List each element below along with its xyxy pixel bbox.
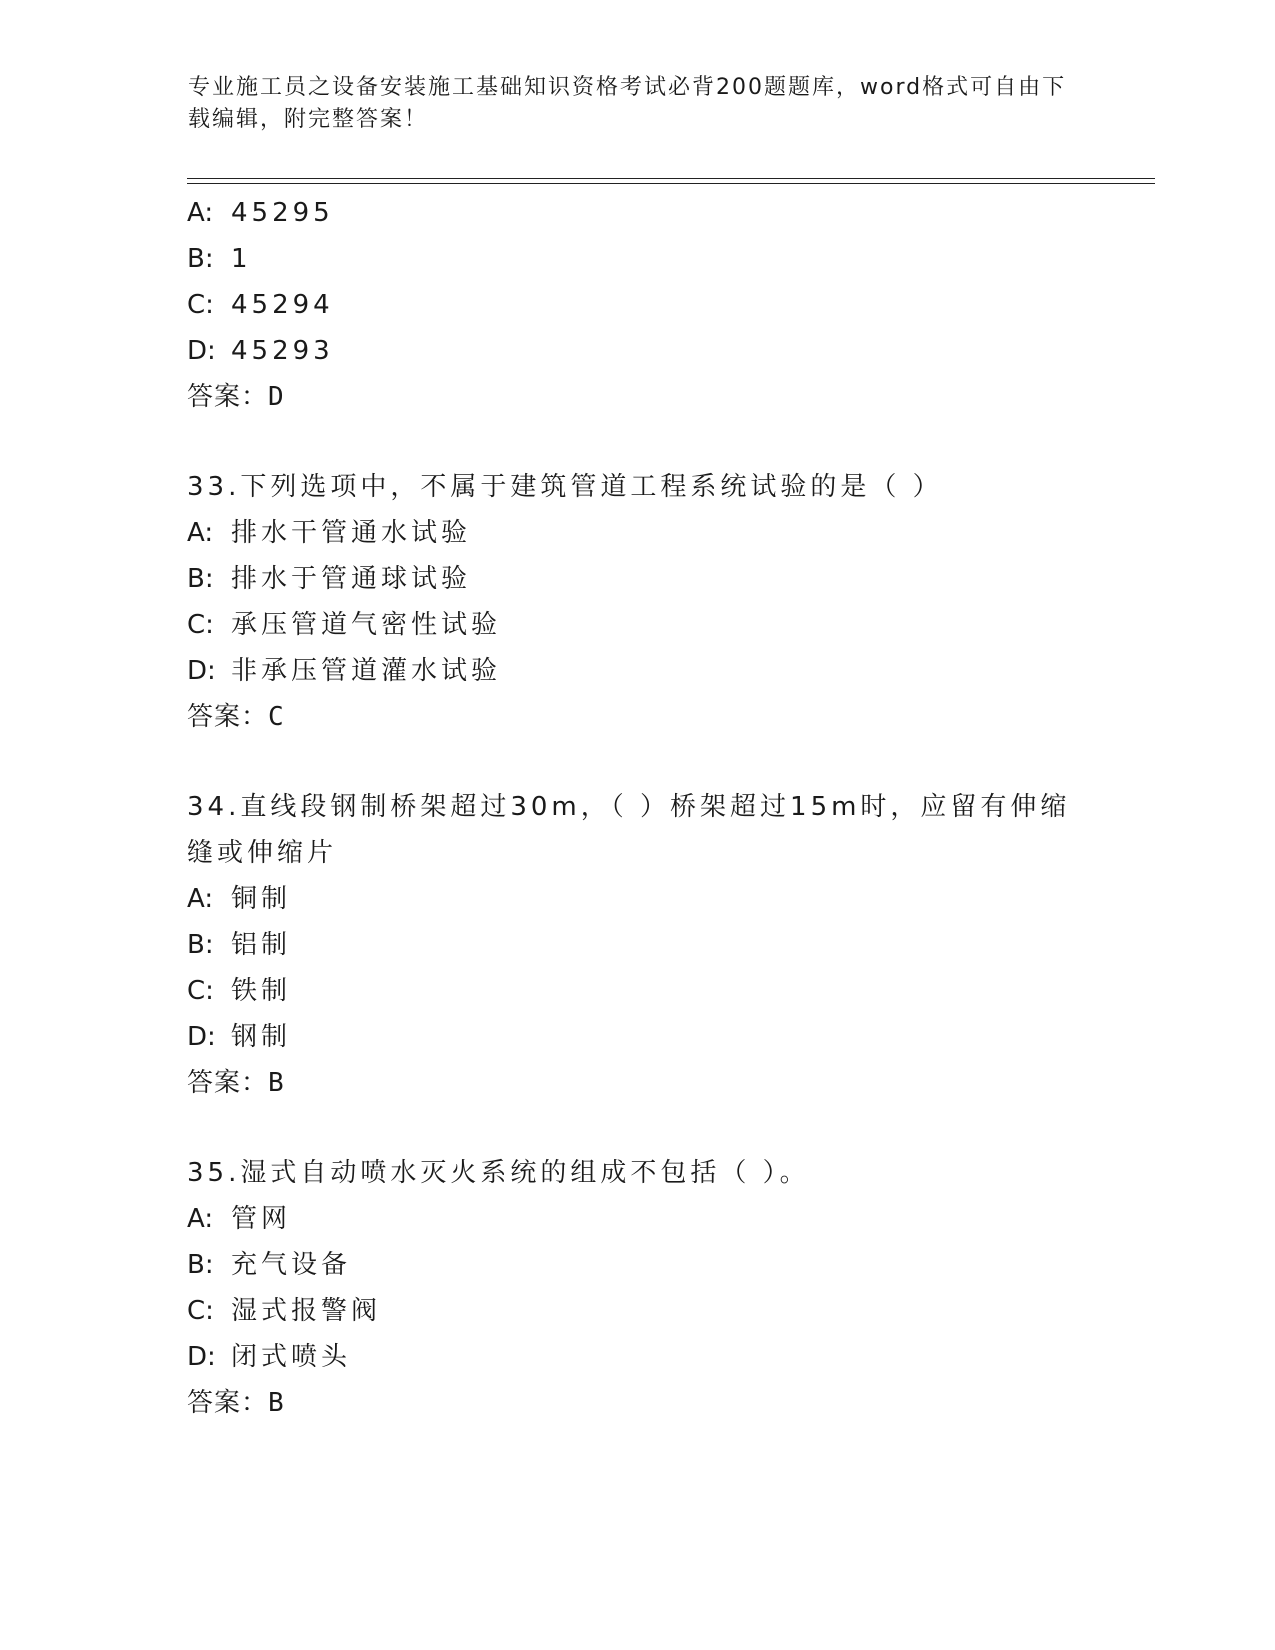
option-text: 1 <box>231 244 252 274</box>
answer-value: C <box>268 702 285 732</box>
option-text: 管网 <box>231 1204 292 1234</box>
option-label: A: <box>187 198 214 228</box>
option-text: 承压管道气密性试验 <box>231 610 502 640</box>
question-32-continued <box>187 190 1107 420</box>
answer-line <box>187 1060 1107 1106</box>
question-33 <box>187 464 1107 740</box>
answer-label: 答案： <box>187 702 269 732</box>
document-header: 专业施工员之设备安装施工基础知识资格考试必背200题题库，word格式可自由下载编辑，附完整答案！ <box>188 75 1067 132</box>
option-label: D: <box>187 656 216 686</box>
option-text: 充气设备 <box>231 1250 352 1280</box>
option-label: C: <box>187 290 214 320</box>
question-34 <box>187 784 1107 1106</box>
option-label: A: <box>187 1204 214 1234</box>
option-label: D: <box>187 336 216 366</box>
answer-value: D <box>268 382 285 412</box>
answer-line <box>187 374 1107 420</box>
option-label: B: <box>187 930 214 960</box>
question-stem: 35.湿式自动喷水灭火系统的组成不包括（ ）。 <box>187 1158 810 1188</box>
option-label: C: <box>187 1296 214 1326</box>
option-c <box>187 968 1107 1014</box>
option-text: 非承压管道灌水试验 <box>231 656 502 686</box>
answer-line <box>187 694 1107 740</box>
question-35 <box>187 1150 1107 1426</box>
option-label: B: <box>187 1250 214 1280</box>
option-text: 钢制 <box>231 1022 292 1052</box>
option-text: 闭式喷头 <box>231 1342 352 1372</box>
option-label: D: <box>187 1342 216 1372</box>
document-body <box>187 190 1107 1426</box>
option-label: B: <box>187 564 214 594</box>
option-a <box>187 876 1107 922</box>
option-b <box>187 556 1107 602</box>
answer-value: B <box>268 1388 285 1418</box>
option-label: A: <box>187 518 214 548</box>
option-text: 铁制 <box>231 976 292 1006</box>
option-text: 排水于管通球试验 <box>231 564 472 594</box>
answer-line <box>187 1380 1107 1426</box>
option-text: 湿式报警阀 <box>231 1296 382 1326</box>
question-stem: 33.下列选项中，不属于建筑管道工程系统试验的是（ ） <box>187 472 943 502</box>
question-stem: 34.直线段钢制桥架超过30m，（ ）桥架超过15m时，应留有伸缩缝或伸缩片 <box>187 792 1071 868</box>
answer-label: 答案： <box>187 1068 269 1098</box>
option-b <box>187 236 1107 282</box>
option-a <box>187 1196 1107 1242</box>
option-text: 45294 <box>231 290 334 320</box>
header-divider-top <box>187 178 1155 179</box>
option-text: 45293 <box>231 336 334 366</box>
option-d <box>187 1014 1107 1060</box>
option-d <box>187 328 1107 374</box>
option-c <box>187 1288 1107 1334</box>
answer-label: 答案： <box>187 382 269 412</box>
answer-value: B <box>268 1068 285 1098</box>
answer-label: 答案： <box>187 1388 269 1418</box>
option-a <box>187 510 1107 556</box>
option-b <box>187 922 1107 968</box>
option-label: B: <box>187 244 214 274</box>
option-text: 铝制 <box>231 930 292 960</box>
option-c <box>187 282 1107 328</box>
option-c <box>187 602 1107 648</box>
option-d <box>187 648 1107 694</box>
option-b <box>187 1242 1107 1288</box>
option-a <box>187 190 1107 236</box>
option-label: C: <box>187 610 214 640</box>
header-divider-bottom <box>187 183 1155 184</box>
option-text: 排水干管通水试验 <box>231 518 472 548</box>
option-label: C: <box>187 976 214 1006</box>
option-text: 铜制 <box>231 884 292 914</box>
option-text: 45295 <box>231 198 334 228</box>
option-d <box>187 1334 1107 1380</box>
option-label: A: <box>187 884 214 914</box>
option-label: D: <box>187 1022 216 1052</box>
